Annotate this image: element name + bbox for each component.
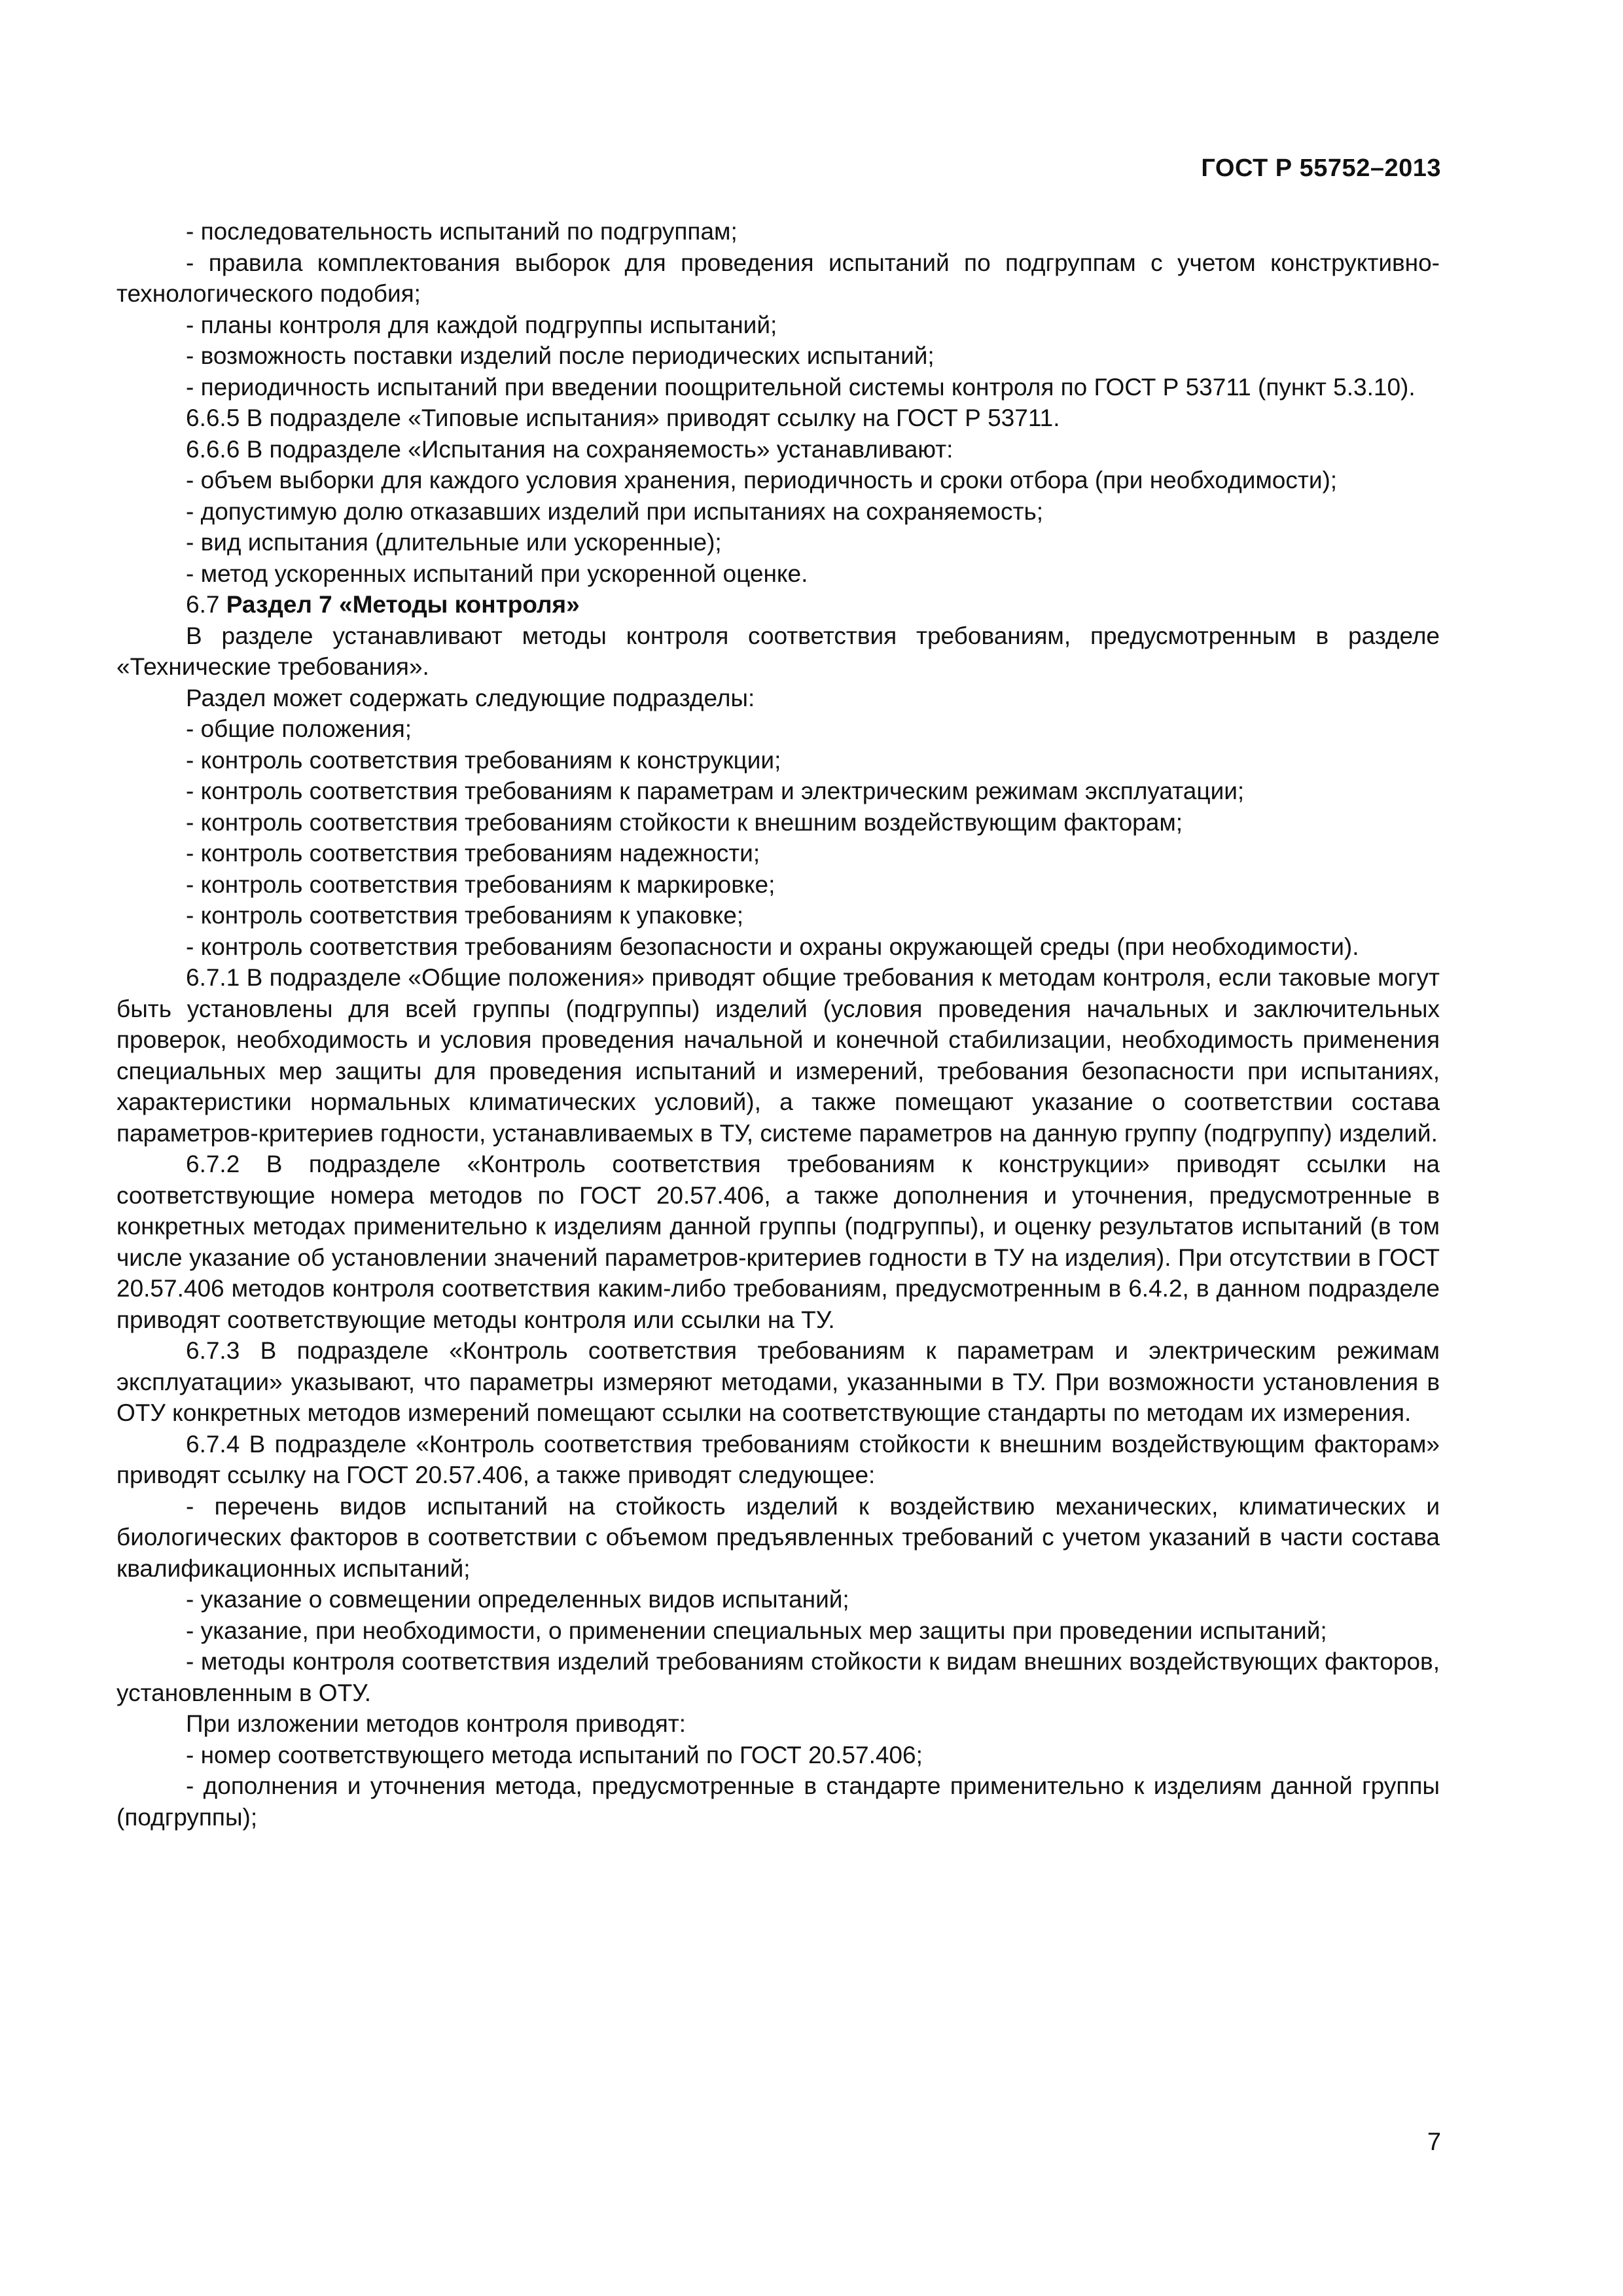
paragraph: Раздел может содержать следующие подразделы: <box>186 684 755 711</box>
paragraph: - методы контроля соответствия изделий требованиям стойкости к видам внешних воздействующих факторов, установленным в ОТУ. <box>116 1648 1440 1706</box>
document-designation: ГОСТ Р 55752–2013 <box>1201 154 1441 182</box>
paragraph: - допустимую долю отказавших изделий при испытаниях на сохраняемость; <box>186 497 1043 525</box>
section-number: 6.7 <box>186 591 226 618</box>
paragraph: В разделе устанавливают методы контроля соответствия требованиям, предусмотренным в разделе «Технические требования». <box>116 622 1440 680</box>
paragraph: - правила комплектования выборок для проведения испытаний по подгруппам с учетом конструктивно-технологического подобия; <box>116 249 1440 307</box>
section-title: Раздел 7 «Методы контроля» <box>226 591 580 618</box>
paragraph: - контроль соответствия требованиям надежности; <box>186 840 760 867</box>
paragraph: - возможность поставки изделий после периодических испытаний; <box>186 342 935 369</box>
paragraph: 6.6.5 В подразделе «Типовые испытания» приводят ссылку на ГОСТ Р 53711. <box>186 404 1060 431</box>
page-body <box>116 216 1440 1833</box>
paragraph: - дополнения и уточнения метода, предусмотренные в стандарте применительно к изделиям данной группы (подгруппы); <box>116 1772 1440 1831</box>
paragraph: 6.7.3 В подразделе «Контроль соответствия требованиям к параметрам и электрическим режимам эксплуатации» указывают, что параметры измеряют методами, указанными в ТУ. При возможности установления в ОТУ конкретных методов измерений помещают ссылки на соответствующие стандарты по методам их измерения. <box>116 1337 1440 1426</box>
paragraph: - указание о совмещении определенных видов испытаний; <box>186 1586 849 1613</box>
paragraph: - планы контроля для каждой подгруппы испытаний; <box>186 311 777 338</box>
paragraph: - последовательность испытаний по подгруппам; <box>186 218 738 245</box>
paragraph: - периодичность испытаний при введении поощрительной системы контроля по ГОСТ Р 53711 (пункт 5.3.10). <box>186 373 1416 401</box>
paragraph: - общие положения; <box>186 715 412 742</box>
section-heading <box>116 589 1440 620</box>
paragraph: - перечень видов испытаний на стойкость изделий к воздействию механических, климатических и биологических факторов в соответствии с объемом предъявленных требований с учетом указаний в части состава квалификационных испытаний; <box>116 1492 1440 1582</box>
paragraph: - объем выборки для каждого условия хранения, периодичность и сроки отбора (при необходимости); <box>186 467 1338 493</box>
paragraph: При изложении методов контроля приводят: <box>186 1710 687 1737</box>
paragraph: 6.7.2 В подразделе «Контроль соответствия требованиям к конструкции» приводят ссылки на соответствующие номера методов по ГОСТ 20.57.406, а также дополнения и уточнения, предусмотренные в конкретных методах применительно к изделиям данной группы (подгруппы), и оценку результатов испытаний (в том числе указание об установлении значений параметров-критериев годности в ТУ на изделия). При отсутствии в ГОСТ 20.57.406 методов контроля соответствия каким-либо требованиям, предусмотренным в 6.4.2, в данном подразделе приводят соответствующие методы контроля или ссылки на ТУ. <box>116 1151 1440 1333</box>
paragraph: - контроль соответствия требованиям к параметрам и электрическим режимам эксплуатации; <box>186 778 1245 804</box>
page-number: 7 <box>1427 2128 1441 2156</box>
paragraph: 6.7.4 В подразделе «Контроль соответствия требованиям стойкости к внешним воздействующим факторам» приводят ссылку на ГОСТ 20.57.406, а также приводят следующее: <box>116 1430 1440 1488</box>
paragraph: - номер соответствующего метода испытаний по ГОСТ 20.57.406; <box>186 1741 923 1768</box>
paragraph: 6.6.6 В подразделе «Испытания на сохраняемость» устанавливают: <box>186 435 954 463</box>
paragraph: - контроль соответствия требованиям стойкости к внешним воздействующим факторам; <box>186 808 1183 836</box>
paragraph: - контроль соответствия требованиям к упаковке; <box>186 902 744 929</box>
paragraph: - контроль соответствия требованиям к конструкции; <box>186 746 781 774</box>
paragraph: - метод ускоренных испытаний при ускоренной оценке. <box>186 560 808 587</box>
paragraph: - контроль соответствия требованиям к маркировке; <box>186 870 776 898</box>
paragraph: - вид испытания (длительные или ускоренные); <box>186 529 722 556</box>
paragraph: - контроль соответствия требованиям безопасности и охраны окружающей среды (при необходимости). <box>186 933 1359 960</box>
paragraph: 6.7.1 В подразделе «Общие положения» приводят общие требования к методам контроля, если таковые могут быть установлены для всей группы (подгруппы) изделий (условия проведения начальных и заключительных проверок, необходимость и условия проведения начальной и конечной стабилизации, необходимость применения специальных мер защиты для проведения испытаний и измерений, требования безопасности при испытаниях, характеристики нормальных климатических условий), а также помещают указание о соответствии состава параметров-критериев годности, устанавливаемых в ТУ, системе параметров на данную группу (подгруппу) изделий. <box>116 964 1440 1147</box>
paragraph: - указание, при необходимости, о применении специальных мер защиты при проведении испытаний; <box>186 1617 1327 1644</box>
